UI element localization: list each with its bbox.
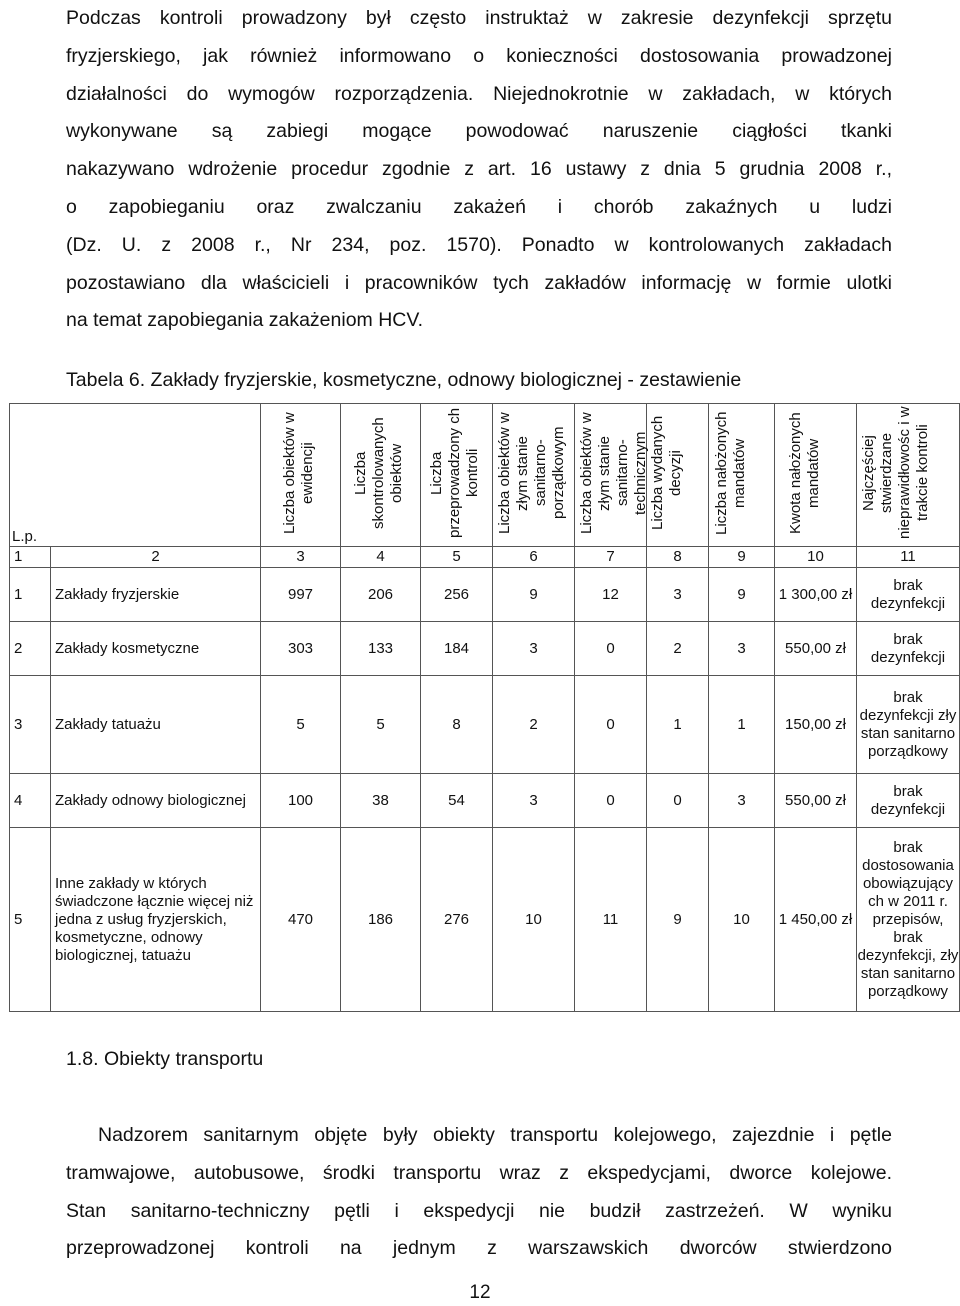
row-value: 9 [493,568,575,622]
text-line: tramwajowe, autobusowe, środki transportu wraz z ekspedycjami, dworce kolejowe. [66,1161,892,1184]
row-value: 0 [647,774,709,828]
row-lp: 3 [10,676,51,774]
text-line: działalności do wymogów rozporządzenia. Niejednokrotnie w zakładach, w których [66,82,892,105]
row-value: 9 [709,568,775,622]
column-number: 11 [857,547,960,568]
header-fines-count: Liczba nałożonych mandatów [712,411,748,535]
row-value: 133 [341,622,421,676]
row-value: 8 [421,676,493,774]
row-value: 206 [341,568,421,622]
row-value: 1 450,00 zł [775,828,857,1012]
page-number: 12 [469,1282,491,1303]
row-value: 3 [647,568,709,622]
column-number: 7 [575,547,647,568]
header-inspections-count: Liczba przeprowadzony ch kontroli [427,407,481,539]
text-line: Podczas kontroli prowadzony był często instruktaż w zakresie dezynfekcji sprzętu [66,7,892,29]
row-issues: brak dezynfekcji zły stan sanitarno porządkowy [857,676,960,774]
row-value: 54 [421,774,493,828]
text-line: na temat zapobiegania zakażeniom HCV. [66,309,423,332]
header-poor-sanitary-order: Liczba obiektów w złym stanie sanitarno-porządkowym [495,412,567,534]
header-records-count: Liczba obiektów w ewidencji [280,412,316,534]
text-line: Stan sanitarno-techniczny pętli i ekspedycji nie budził zastrzeżeń. W wyniku [66,1199,892,1222]
column-number: 4 [341,547,421,568]
table-row [10,568,960,622]
row-value: 10 [493,828,575,1012]
row-value: 550,00 zł [775,622,857,676]
table-row [10,622,960,676]
text-line: fryzjerskiego, jak również informowano o konieczności dostosowania prowadzonej [66,44,892,67]
column-number: 8 [647,547,709,568]
row-value: 256 [421,568,493,622]
row-issues: brak dezynfekcji [857,774,960,828]
header-inspected-count: Liczba skontrolowanych obiektów [351,417,405,529]
row-value: 276 [421,828,493,1012]
text-line: pozostawiano dla właścicieli i pracowników tych zakładów informację w formie ulotki [66,271,892,294]
row-value: 1 [647,676,709,774]
row-value: 1 [709,676,775,774]
intro-paragraph [66,0,892,340]
row-value: 12 [575,568,647,622]
row-value: 5 [261,676,341,774]
row-name: Inne zakłady w których świadczone łącznie więcej niż jedna z usług fryzjerskich, kosmetyczne, odnowy biologicznej, tatuażu [51,828,261,1012]
table-row [10,828,960,1012]
establishments-table [9,403,960,1012]
text-line: nakazywano wdrożenie procedur zgodnie z art. 16 ustawy z dnia 5 grudnia 2008 r., [66,158,892,181]
row-lp: 4 [10,774,51,828]
row-issues: brak dezynfekcji [857,568,960,622]
header-poor-sanitary-technical: Liczba obiektów w złym stanie sanitarno-technicznym [577,412,649,534]
column-number: 6 [493,547,575,568]
table-header-row [10,404,960,547]
row-value: 3 [493,774,575,828]
column-number: 9 [709,547,775,568]
row-value: 150,00 zł [775,676,857,774]
transport-paragraph [66,1117,892,1268]
column-number: 10 [775,547,857,568]
row-value: 11 [575,828,647,1012]
row-name: Zakłady tatuażu [51,676,261,774]
row-value: 184 [421,622,493,676]
column-number: 5 [421,547,493,568]
row-value: 0 [575,676,647,774]
table-caption: Tabela 6. Zakłady fryzjerskie, kosmetyczne, odnowy biologicznej - zestawienie [66,369,742,391]
text-line: przeprowadzonej kontroli na jednym z warszawskich dworców stwierdzono [66,1237,892,1260]
row-value: 3 [493,622,575,676]
text-line: (Dz. U. z 2008 r., Nr 234, poz. 1570). Ponadto w kontrolowanych zakładach [66,233,892,256]
row-value: 3 [709,774,775,828]
column-number-row [10,547,960,568]
row-value: 186 [341,828,421,1012]
row-name: Zakłady kosmetyczne [51,622,261,676]
row-lp: 5 [10,828,51,1012]
row-value: 100 [261,774,341,828]
table-row [10,676,960,774]
header-decisions-count: Liczba wydanych decyzji [648,415,684,531]
row-value: 10 [709,828,775,1012]
row-value: 3 [709,622,775,676]
header-common-issues: Najczęściej stwierdzane nieprawidłowośc i w trakcie kontroli [860,406,931,540]
row-value: 5 [341,676,421,774]
column-number: 3 [261,547,341,568]
row-lp: 1 [10,568,51,622]
row-value: 303 [261,622,341,676]
row-issues: brak dostosowania obowiązujący ch w 2011 r. przepisów, brak dezynfekcji, zły stan sanitarno porządkowy [857,828,960,1012]
row-value: 550,00 zł [775,774,857,828]
row-name: Zakłady fryzjerskie [51,568,261,622]
text-line: o zapobieganiu oraz zwalczaniu zakażeń i chorób zakaźnych u ludzi [66,195,892,218]
header-fines-amount: Kwota nałożonych mandatów [786,412,822,534]
row-name: Zakłady odnowy biologicznej [51,774,261,828]
row-value: 2 [647,622,709,676]
row-lp: 2 [10,622,51,676]
table-row [10,774,960,828]
row-issues: brak dezynfekcji [857,622,960,676]
row-value: 1 300,00 zł [775,568,857,622]
column-number: 1 [10,547,51,568]
row-value: 38 [341,774,421,828]
text-line: wykonywane są zabiegi mogące powodować naruszenie ciągłości tkanki [66,120,892,143]
lp-header: L.p. [12,528,38,545]
row-value: 2 [493,676,575,774]
row-value: 0 [575,622,647,676]
row-value: 9 [647,828,709,1012]
text-line: Nadzorem sanitarnym objęte były obiekty transportu kolejowego, zajezdnie i pętle [98,1124,892,1146]
section-heading: 1.8. Obiekty transportu [66,1048,264,1070]
row-value: 997 [261,568,341,622]
column-number: 2 [51,547,261,568]
row-value: 0 [575,774,647,828]
row-value: 470 [261,828,341,1012]
